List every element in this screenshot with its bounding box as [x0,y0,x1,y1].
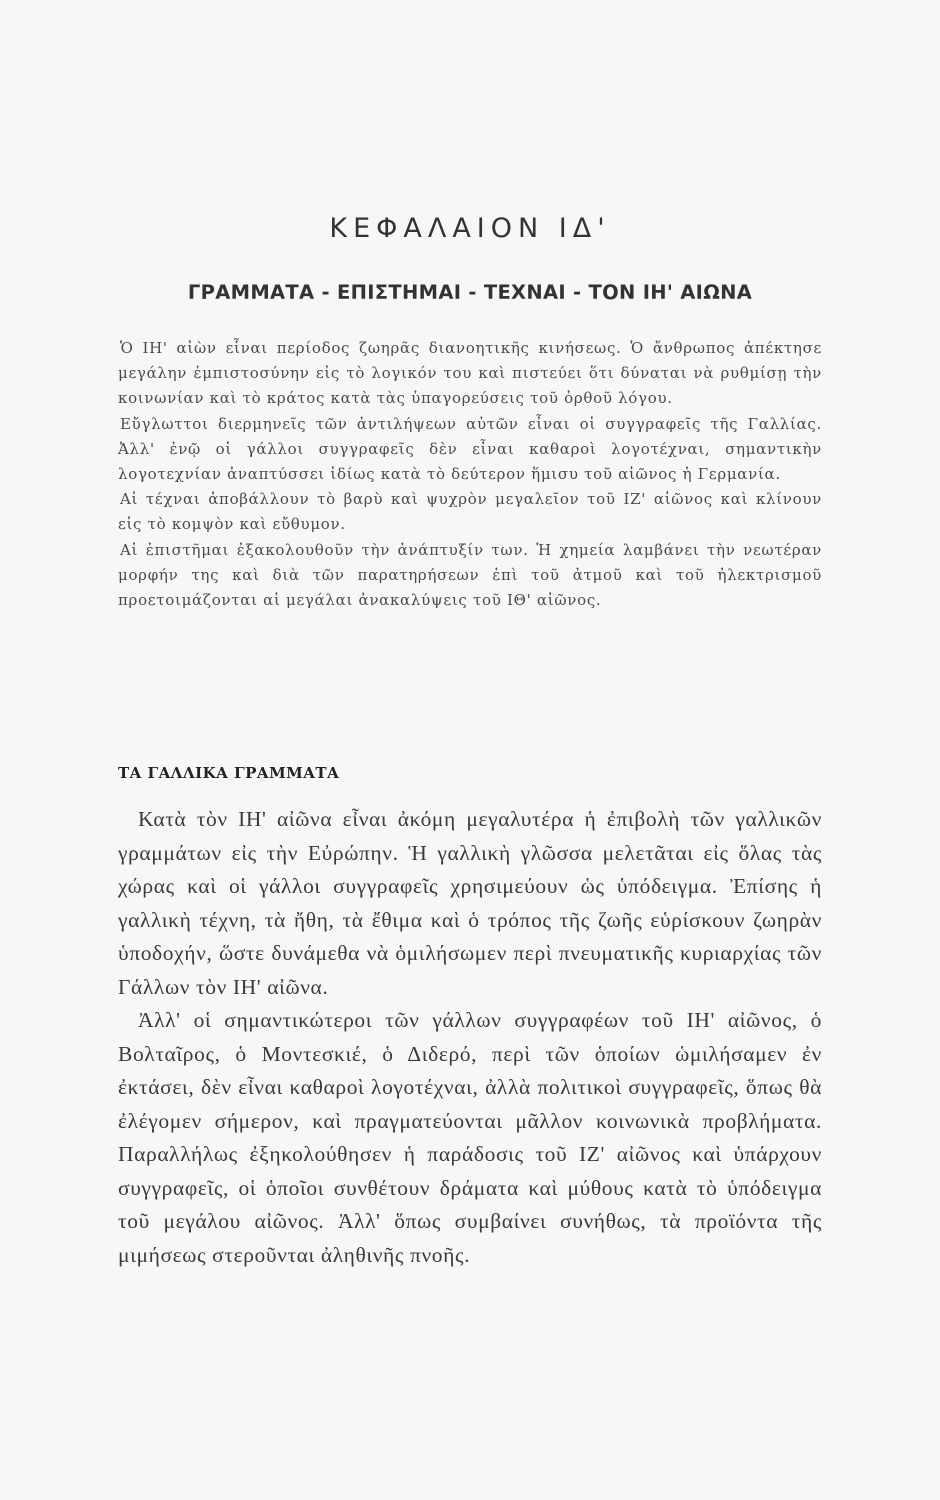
section-title: ΓΡΑΜΜΑΤΑ - ΕΠΙΣΤΗΜΑΙ - ΤΕΧΝΑΙ - ΤΟΝ ΙΗ' ΑΙΩΝΑ [187,281,753,304]
chapter-title: ΚΕΦΑΛΑΙΟΝ ΙΔ' [329,213,611,244]
subsection-title: ΤΑ ΓΑΛΛΙΚΑ ΓΡΑΜΜΑΤΑ [118,764,340,782]
intro-paragraph-4: Αἱ ἐπιστῆμαι ἐξακολουθοῦν τὴν ἀνάπτυξίν των. Ἡ χημεία λαμβάνει τὴν νεωτέραν μορφήν της καὶ διὰ τῶν παρατηρήσεων ἐπὶ τοῦ ἀτμοῦ καὶ τοῦ ἠλεκτρισμοῦ προετοιμάζονται αἱ μεγάλαι ἀνακαλύψεις τοῦ ΙΘ' αἰῶνος. [118,540,822,610]
intro-paragraph-1: Ὁ ΙΗ' αἰὼν εἶναι περίοδος ζωηρᾶς διανοητικῆς κινήσεως. Ὁ ἄνθρωπος ἀπέκτησε μεγάλην ἐμπιστοσύνην εἰς τὸ λογικόν του καὶ πιστεύει ὅτι δύναται νὰ ρυθμίσῃ τὴν κοινωνίαν καὶ τὸ κράτος κατὰ τὰς ὑπαγορεύσεις τοῦ ὀρθοῦ λόγου. [118,339,822,408]
intro-paragraph-2: Εὔγλωττοι διερμηνεῖς τῶν ἀντιλήψεων αὐτῶν εἶναι οἱ συγγραφεῖς τῆς Γαλλίας. Ἀλλ' ἐνῷ οἱ γάλλοι συγγραφεῖς δὲν εἶναι καθαροὶ λογοτέχναι, σημαντικὴν λογοτεχνίαν ἀναπτύσσει ἰδίως κατὰ τὸ δεύτερον ἥμισυ τοῦ αἰῶνος ἡ Γερμανία. [118,414,822,484]
intro-summary [118,336,822,613]
body-text [118,803,822,1272]
intro-paragraph-3: Αἱ τέχναι ἀποβάλλουν τὸ βαρὺ καὶ ψυχρὸν μεγαλεῖον τοῦ ΙΖ' αἰῶνος καὶ κλίνουν εἰς τὸ κομψὸν καὶ εὔθυμον. [118,490,822,534]
body-paragraph-2: Ἀλλ' οἱ σημαντικώτεροι τῶν γάλλων συγγραφέων τοῦ ΙΗ' αἰῶνος, ὁ Βολταῖρος, ὁ Μοντεσκιέ, ὁ Διδερό, περὶ τῶν ὁποίων ὡμιλήσαμεν ἐν ἐκτάσει, δὲν εἶναι καθαροὶ λογοτέχναι, ἀλλὰ πολιτικοὶ συγγραφεῖς, ὅπως θὰ ἐλέγομεν σήμερον, καὶ πραγματεύονται μᾶλλον κοινωνικὰ προβλήματα. Παραλλήλως ἐξηκολούθησεν ἡ παράδοσις τοῦ ΙΖ' αἰῶνος καὶ ὑπάρχουν συγγραφεῖς, οἱ ὁποῖοι συνθέτουν δράματα καὶ μύθους κατὰ τὸ ὑπόδειγμα τοῦ μεγάλου αἰῶνος. Ἀλλ' ὅπως συμβαίνει συνήθως, τὰ προϊόντα τῆς μιμήσεως στεροῦνται ἀληθινῆς πνοῆς. [118,1008,822,1267]
body-paragraph-1: Κατὰ τὸν ΙΗ' αἰῶνα εἶναι ἀκόμη μεγαλυτέρα ἡ ἐπιβολὴ τῶν γαλλικῶν γραμμάτων εἰς τὴν Εὐρώπην. Ἡ γαλλικὴ γλῶσσα μελετᾶται εἰς ὅλας τὰς χώρας καὶ οἱ γάλλοι συγγραφεῖς χρησιμεύουν ὡς ὑπόδειγμα. Ἐπίσης ἡ γαλλικὴ τέχνη, τὰ ἤθη, τὰ ἔθιμα καὶ ὁ τρόπος τῆς ζωῆς εὑρίσκουν ζωηρὰν ὑποδοχήν, ὥστε δυνάμεθα νὰ ὁμιλήσωμεν περὶ πνευματικῆς κυριαρχίας τῶν Γάλλων τὸν ΙΗ' αἰῶνα. [118,807,822,999]
